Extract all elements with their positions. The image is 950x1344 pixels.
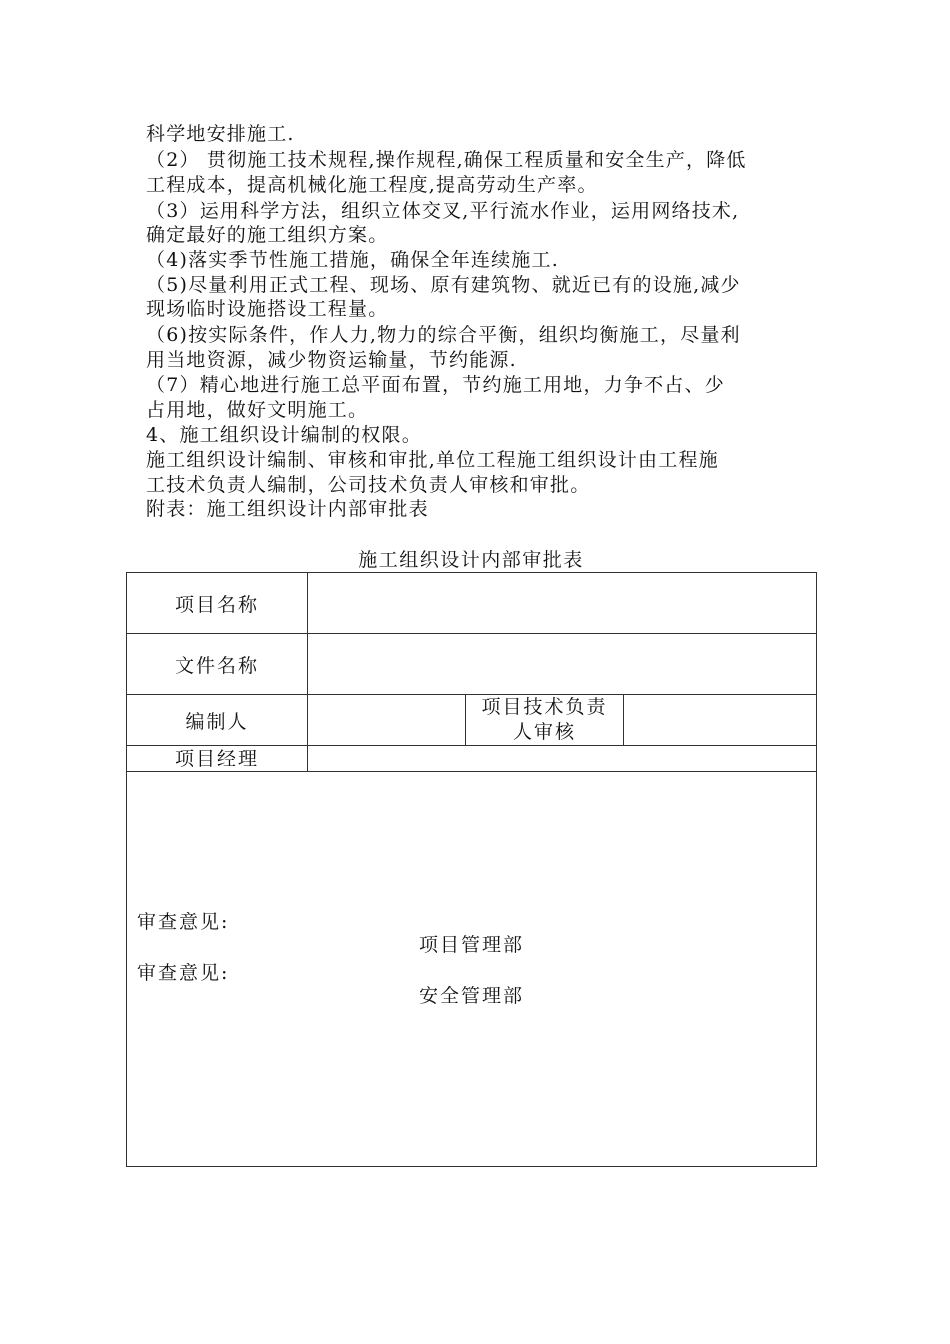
table-row-project-name bbox=[127, 573, 817, 634]
table-row-manager bbox=[127, 746, 817, 772]
review-dept-1: 项目管理部 bbox=[419, 934, 525, 956]
paragraph-line-7: （5)尽量利用正式工程、现场、原有建筑物、就近已有的设施,减少 bbox=[146, 274, 741, 296]
approval-table bbox=[126, 572, 817, 1167]
paragraph-line-12: 占用地，做好文明施工。 bbox=[146, 399, 369, 421]
author-label: 编制人 bbox=[127, 695, 308, 746]
tech-lead-label-line1: 项目技术负责 bbox=[481, 696, 608, 718]
paragraph-line-16: 附表：施工组织设计内部审批表 bbox=[146, 498, 429, 520]
paragraph-line-2: （2） 贯彻施工技术规程,操作规程,确保工程质量和安全生产，降低 bbox=[146, 149, 747, 171]
tech-lead-field[interactable] bbox=[624, 695, 817, 746]
paragraph-line-10: 用当地资源，减少物资运输量，节约能源. bbox=[146, 349, 517, 371]
review-area bbox=[127, 772, 816, 1166]
tech-lead-label bbox=[466, 695, 624, 746]
paragraph-line-4: （3）运用科学方法，组织立体交叉,平行流水作业，运用网络技术, bbox=[146, 200, 740, 222]
manager-field[interactable] bbox=[308, 746, 817, 772]
review-label-2: 审查意见: bbox=[137, 962, 230, 984]
paragraph-line-1: 科学地安排施工. bbox=[146, 123, 295, 145]
file-name-field[interactable] bbox=[308, 634, 817, 695]
file-name-label: 文件名称 bbox=[127, 634, 308, 695]
table-title: 施工组织设计内部审批表 bbox=[358, 549, 584, 571]
tech-lead-label-line2: 人审核 bbox=[512, 721, 576, 743]
paragraph-line-15: 工技术负责人编制，公司技术负责人审核和审批。 bbox=[146, 474, 591, 496]
paragraph-line-5: 确定最好的施工组织方案。 bbox=[146, 224, 389, 246]
review-dept-2: 安全管理部 bbox=[419, 985, 525, 1007]
author-field[interactable] bbox=[308, 695, 466, 746]
project-name-label: 项目名称 bbox=[127, 573, 308, 634]
paragraph-line-8: 现场临时设施搭设工程量。 bbox=[146, 298, 389, 320]
review-cell[interactable] bbox=[127, 772, 817, 1167]
paragraph-line-13: 4、施工组织设计编制的权限。 bbox=[146, 424, 422, 446]
review-label-1: 审查意见: bbox=[137, 911, 230, 933]
paragraph-line-9: （6)按实际条件，作人力,物力的综合平衡，组织均衡施工，尽量利 bbox=[146, 324, 741, 346]
paragraph-line-6: （4)落实季节性施工措施，确保全年连续施工. bbox=[146, 249, 559, 271]
paragraph-line-3: 工程成本，提高机械化施工程度,提高劳动生产率。 bbox=[146, 174, 598, 196]
table-row-author bbox=[127, 695, 817, 746]
table-row-file-name bbox=[127, 634, 817, 695]
manager-label: 项目经理 bbox=[127, 746, 308, 772]
paragraph-line-11: （7）精心地进行施工总平面布置，节约施工用地，力争不占、少 bbox=[146, 374, 725, 396]
paragraph-line-14: 施工组织设计编制、审核和审批,单位工程施工组织设计由工程施 bbox=[146, 449, 719, 471]
project-name-field[interactable] bbox=[308, 573, 817, 634]
table-row-review bbox=[127, 772, 817, 1167]
